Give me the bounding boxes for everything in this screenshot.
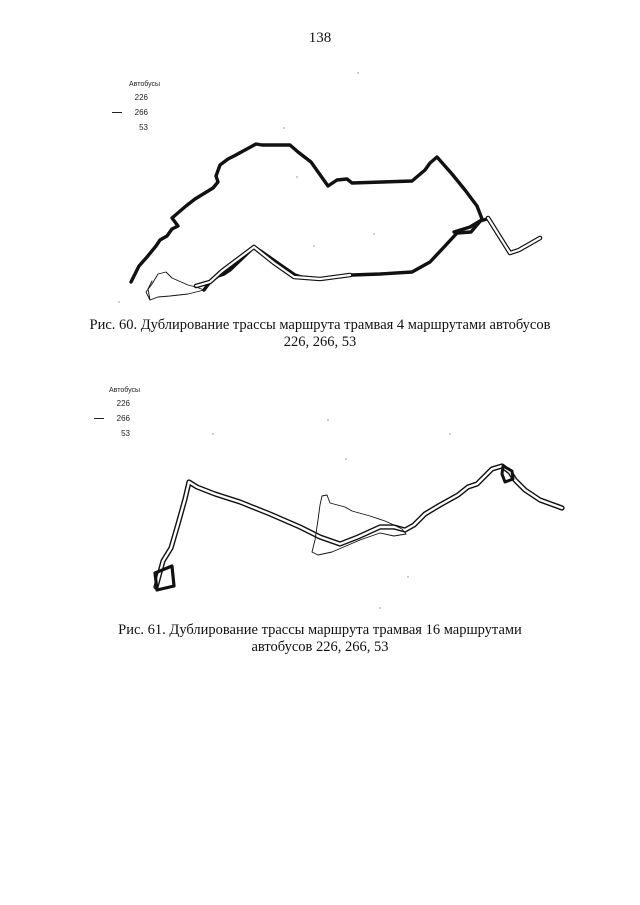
caption-line: 226, 266, 53 <box>283 334 357 350</box>
bus-route-double-line-inner <box>488 218 540 253</box>
caption-line: автобусов 226, 266, 53 <box>251 639 389 655</box>
figure-60-caption <box>0 317 640 351</box>
bus-route-double-line <box>196 247 350 286</box>
tram-16-route-outer <box>156 466 562 587</box>
legend-route-number: 53 <box>139 123 148 132</box>
caption-line: Рис. 60. Дублирование трассы маршрута трамвая 4 маршрутами автобусов <box>89 317 551 333</box>
legend-title: Автобусы <box>129 81 161 88</box>
tram-16-route-inner <box>156 466 562 587</box>
figure-61-map <box>155 466 562 590</box>
legend-title: Автобусы <box>109 387 141 394</box>
legend-route-number: 226 <box>116 399 130 408</box>
caption-line: Рис. 61. Дублирование трассы маршрута трамвая 16 маршрутами <box>118 622 522 638</box>
tram-4-route-line <box>131 144 482 290</box>
legend-route-number: 266 <box>134 108 148 117</box>
bus-route-double-line <box>488 218 540 253</box>
route-thick-segment <box>502 466 513 482</box>
legend-route-number: 53 <box>121 429 130 438</box>
figure-61-caption <box>0 622 640 656</box>
page-number: 138 <box>308 30 332 46</box>
figure-60-map <box>131 144 540 300</box>
legend-route-number: 226 <box>134 93 148 102</box>
legend-route-number: 266 <box>116 414 130 423</box>
